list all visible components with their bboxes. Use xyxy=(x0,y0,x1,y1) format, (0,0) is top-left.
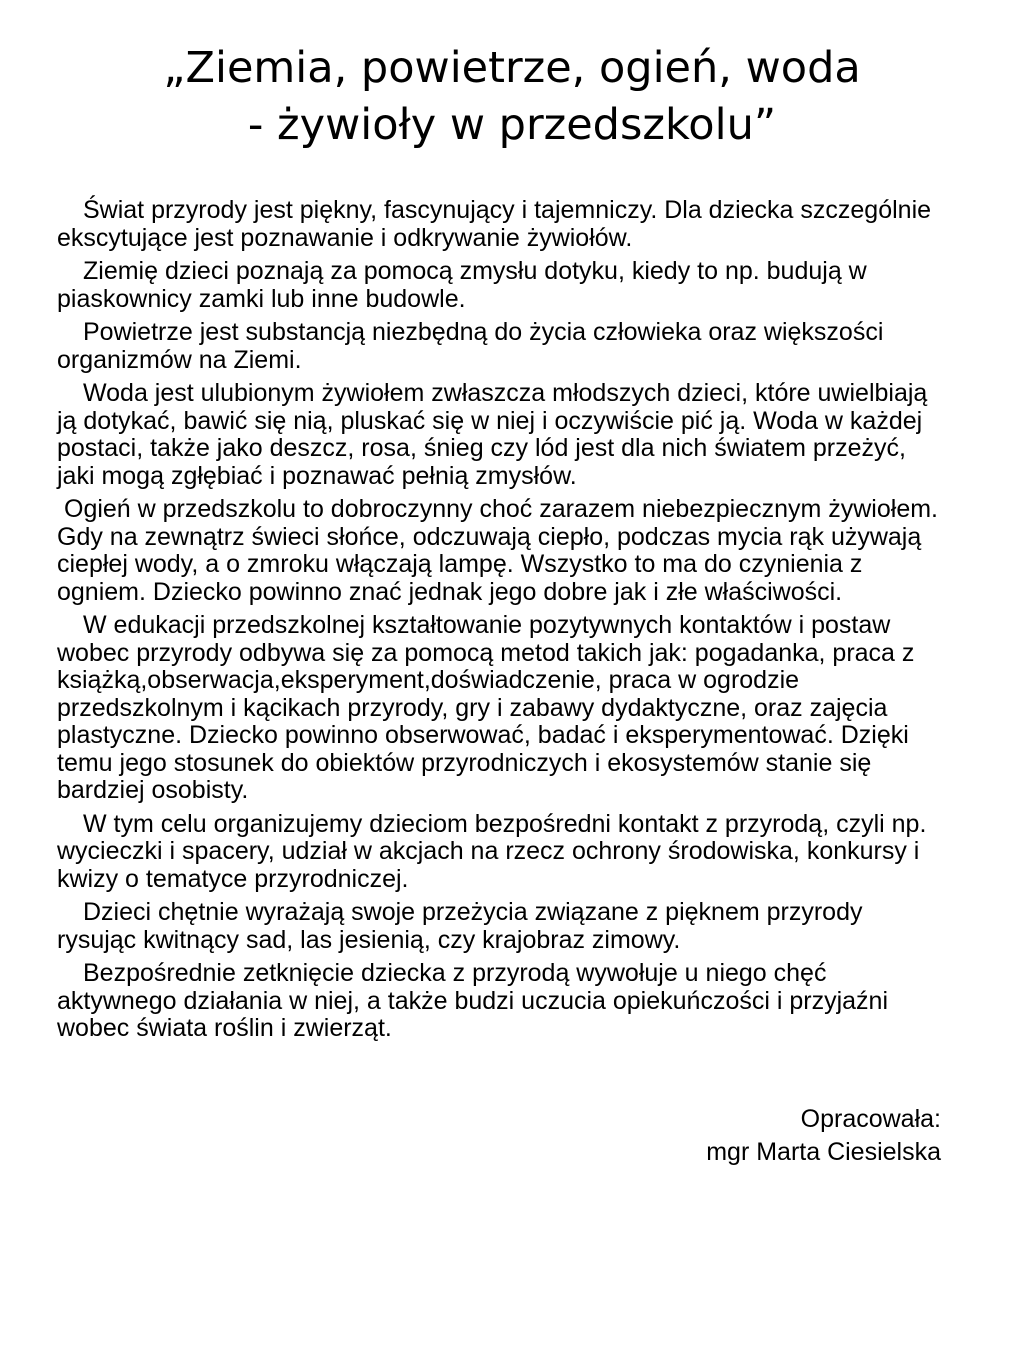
paragraph-air: Powietrze jest substancją niezbędną do życia człowieka oraz większości organizmów na Ziemi. xyxy=(57,318,884,374)
article-body xyxy=(57,197,947,1049)
paragraph-drawing: Dzieci chętnie wyrażają swoje przeżycia związane z pięknem przyrody rysując kwitnący sad, las jesienią, czy krajobraz zimowy. xyxy=(57,898,863,954)
title-line-2: - żywioły w przedszkolu” xyxy=(247,100,777,150)
paragraph-education: W edukacji przedszkolnej kształtowanie pozytywnych kontaktów i postaw wobec przyrody odbywa się za pomocą metod takich jak: pogadanka, praca z książką,obserwacja,eksperyment,doświadczenie, praca w ogrodzie przedszkolnym i kącikach przyrody, gry i zabawy dydaktyczne, oraz zajęcia plastyczne. Dziecko powinno obserwować, badać i eksperymentować. Dzięki temu jego stosunek do obiektów przyrodniczych i ekosystemów stanie się bardziej osobisty. xyxy=(57,611,915,804)
paragraph-earth: Ziemię dzieci poznają za pomocą zmysłu dotyku, kiedy to np. budują w piaskownicy zamki lub inne budowle. xyxy=(57,257,867,313)
signature-author: mgr Marta Ciesielska xyxy=(706,1138,941,1166)
paragraph-conclusion: Bezpośrednie zetknięcie dziecka z przyrodą wywołuje u niego chęć aktywnego działania w niej, a także budzi uczucia opiekuńczości i przyjaźni wobec świata roślin i zwierząt. xyxy=(57,959,888,1042)
paragraph-fire: Ogień w przedszkolu to dobroczynny choć zarazem niebezpiecznym żywiołem. Gdy na zewnątrz świeci słońce, odczuwają ciepło, podczas mycia rąk używają ciepłej wody, a o zmroku włączają lampę. Wszystko to ma do czynienia z ogniem. Dziecko powinno znać jednak jego dobre jak i złe właściwości. xyxy=(57,495,938,606)
paragraph-water: Woda jest ulubionym żywiołem zwłaszcza młodszych dzieci, które uwielbiają ją dotykać, bawić się nią, pluskać się w niej i oczywiście pić ją. Woda w każdej postaci, także jako deszcz, rosa, śnieg czy lód jest dla nich światem przeżyć, jaki mogą zgłębiać i poznawać pełnią zmysłów. xyxy=(57,379,928,490)
paragraph-intro: Świat przyrody jest piękny, fascynujący i tajemniczy. Dla dziecka szczególnie ekscytujące jest poznawanie i odkrywanie żywiołów. xyxy=(57,196,932,252)
signature-label: Opracowała: xyxy=(800,1105,941,1133)
signature-block xyxy=(706,1103,941,1169)
title-line-1: „Ziemia, powietrze, ogień, woda xyxy=(163,43,861,93)
paragraph-activities: W tym celu organizujemy dzieciom bezpośredni kontakt z przyrodą, czyli np. wycieczki i spacery, udział w akcjach na rzecz ochrony środowiska, konkursy i kwizy o tematyce przyrodniczej. xyxy=(57,809,927,893)
page-title xyxy=(40,40,984,154)
